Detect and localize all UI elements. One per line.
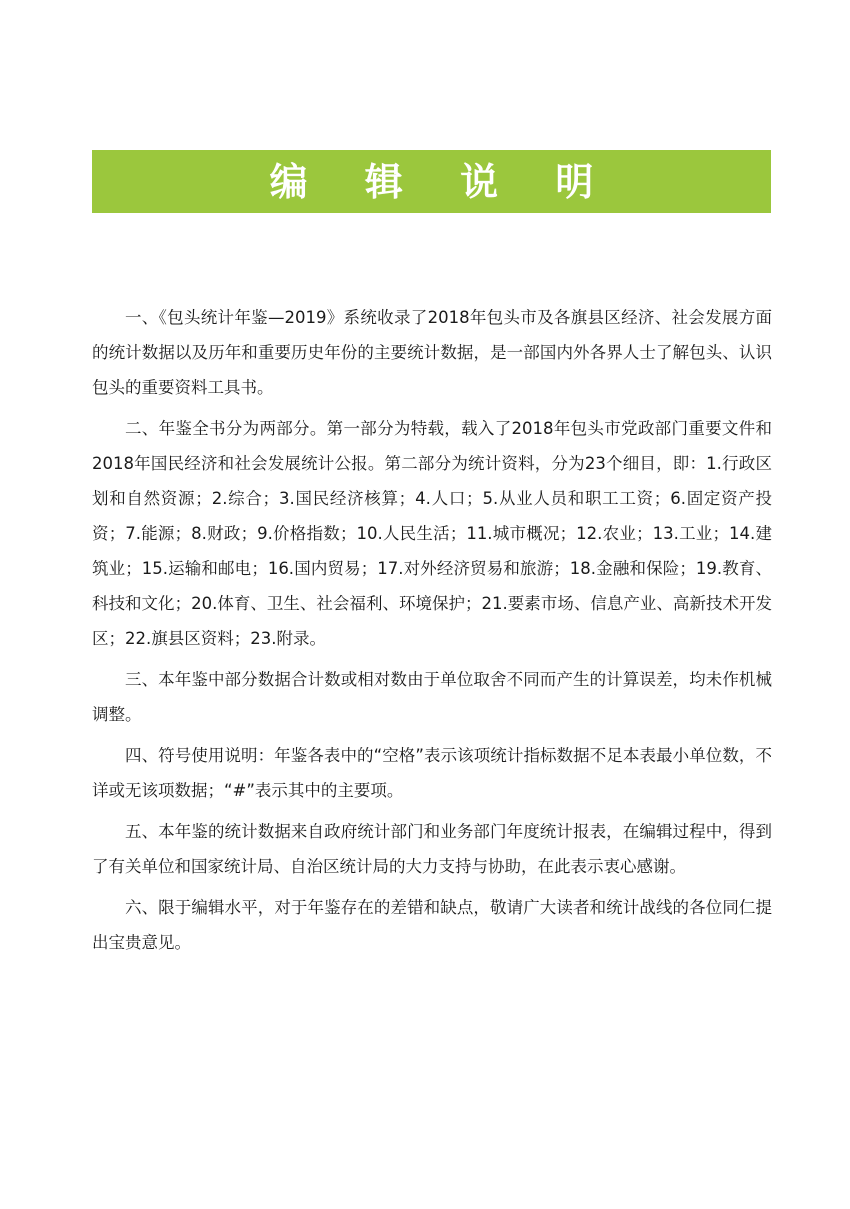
paragraph-3: 三、本年鉴中部分数据合计数或相对数由于单位取舍不同而产生的计算误差，均未作机械调整。 (92, 670, 772, 724)
title-banner (92, 150, 771, 213)
paragraph-4: 四、符号使用说明：年鉴各表中的“空格”表示该项统计指标数据不足本表最小单位数，不详或无该项数据；“#”表示其中的主要项。 (92, 746, 772, 800)
page-title: 编 辑 说 明 (269, 158, 616, 204)
paragraph-5: 五、本年鉴的统计数据来自政府统计部门和业务部门年度统计报表，在编辑过程中，得到了有关单位和国家统计局、自治区统计局的大力支持与协助，在此表示衷心感谢。 (92, 822, 772, 876)
paragraph-6: 六、限于编辑水平，对于年鉴存在的差错和缺点，敬请广大读者和统计战线的各位同仁提出宝贵意见。 (92, 898, 772, 952)
paragraph-2: 二、年鉴全书分为两部分。第一部分为特载，载入了2018年包头市党政部门重要文件和2018年国民经济和社会发展统计公报。第二部分为统计资料，分为23个细目，即：1.行政区划和自然资源；2.综合；3.国民经济核算；4.人口；5.从业人员和职工工资；6.固定资产投资；7.能源；8.财政；9.价格指数；10.人民生活；11.城市概况；12.农业；13.工业；14.建筑业；15.运输和邮电；16.国内贸易；17.对外经济贸易和旅游；18.金融和保险；19.教育、科技和文化；20.体育、卫生、社会福利、环境保护；21.要素市场、信息产业、高新技术开发区；22.旗县区资料；23.附录。 (92, 419, 772, 648)
editorial-notes (92, 300, 772, 966)
paragraph-1: 一、《包头统计年鉴—2019》系统收录了2018年包头市及各旗县区经济、社会发展方面的统计数据以及历年和重要历史年份的主要统计数据，是一部国内外各界人士了解包头、认识包头的重要资料工具书。 (92, 308, 772, 397)
